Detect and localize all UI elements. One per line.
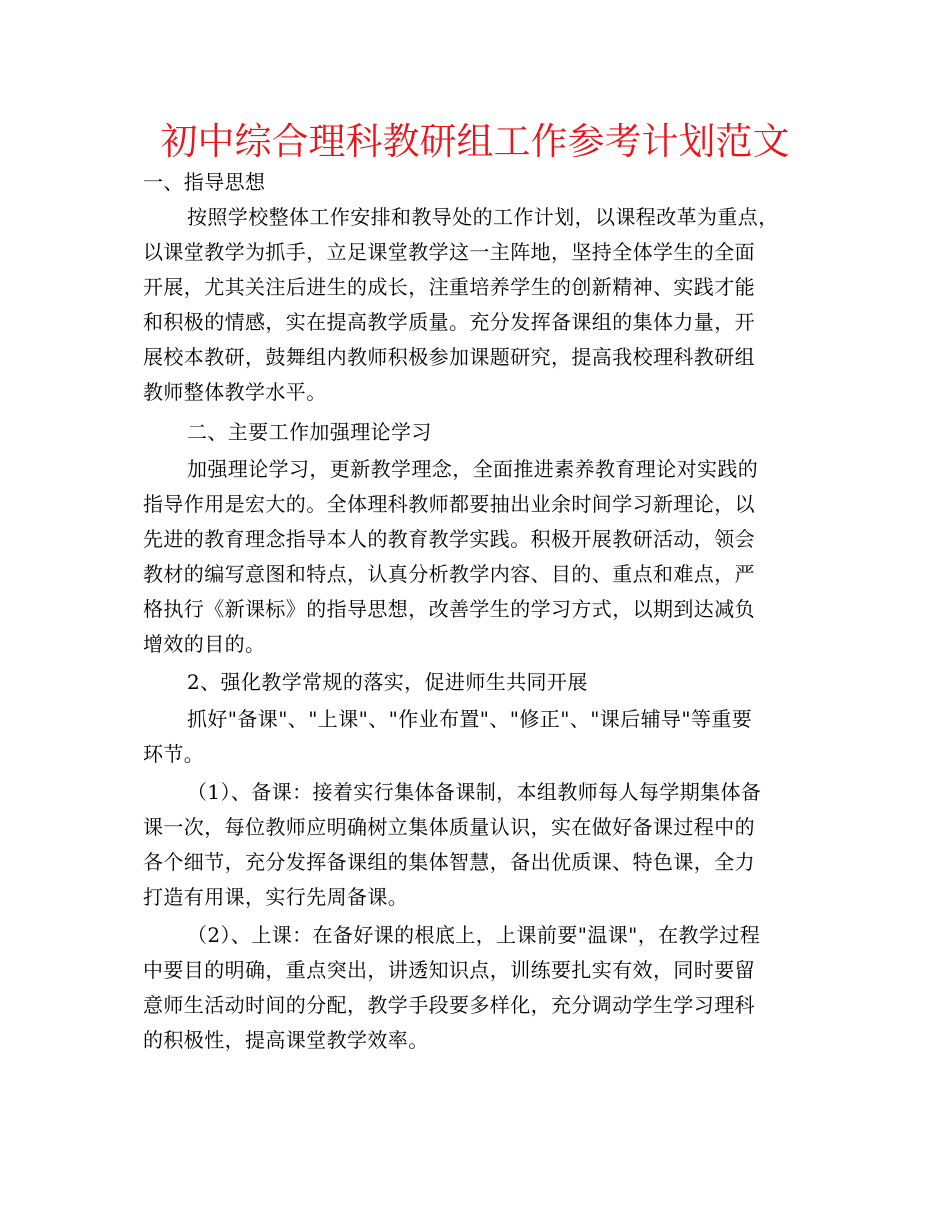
paragraph-line: 先进的教育理念指导本人的教育教学实践。积极开展教研活动，领会 <box>143 527 755 551</box>
paragraph-line: 指导作用是宏大的。全体理科教师都要抽出业余时间学习新理论，以 <box>143 492 755 516</box>
paragraph-line: 中要目的明确，重点突出，讲透知识点，训练要扎实有效，同时要留 <box>143 958 755 982</box>
paragraph-line: （1）、备课：接着实行集体备课制，本组教师每人每学期集体备 <box>187 780 762 804</box>
paragraph-line: 加强理论学习，更新教学理念，全面推进素养教育理论对实践的 <box>187 457 759 481</box>
paragraph-line: 环节。 <box>143 742 205 766</box>
paragraph-line: 增效的目的。 <box>143 632 266 656</box>
paragraph-line: 教师整体教学水平。 <box>143 380 327 404</box>
paragraph-line: 教材的编写意图和特点，认真分析教学内容、目的、重点和难点，严 <box>143 562 755 586</box>
paragraph-line: 开展，尤其关注后进生的成长，注重培养学生的创新精神、实践才能 <box>143 275 755 299</box>
paragraph-line: 的积极性，提高课堂教学效率。 <box>143 1028 429 1052</box>
paragraph-line: 打造有用课，实行先周备课。 <box>143 885 409 909</box>
paragraph-line: 课一次，每位教师应明确树立集体质量认识，实在做好备课过程中的 <box>143 815 755 839</box>
section-heading-guiding-ideology: 一、指导思想 <box>143 170 266 194</box>
paragraph-line: 格执行《新课标》的指导思想，改善学生的学习方式，以期到达减负 <box>143 597 755 621</box>
document-title: 初中综合理科教研组工作参考计划范文 <box>160 120 790 163</box>
paragraph-line: （2）、上课：在备好课的根底上，上课前要"温课"，在教学过程 <box>187 923 761 947</box>
paragraph-line: 和积极的情感，实在提高教学质量。充分发挥备课组的集体力量，开 <box>143 310 755 334</box>
paragraph-line: 按照学校整体工作安排和教导处的工作计划，以课程改革为重点， <box>187 205 779 229</box>
paragraph-line: 意师生活动时间的分配，教学手段要多样化，充分调动学生学习理科 <box>143 993 755 1017</box>
section-heading-teaching-routine: 2、强化教学常规的落实，促进师生共同开展 <box>187 670 588 694</box>
paragraph-line: 展校本教研，鼓舞组内教师积极参加课题研究，提高我校理科教研组 <box>143 345 755 369</box>
section-heading-main-work: 二、主要工作加强理论学习 <box>187 420 432 444</box>
paragraph-line: 抓好"备课"、"上课"、"作业布置"、"修正"、"课后辅导"等重要 <box>187 707 753 731</box>
paragraph-line: 以课堂教学为抓手，立足课堂教学这一主阵地，坚持全体学生的全面 <box>143 240 755 264</box>
paragraph-line: 各个细节，充分发挥备课组的集体智慧，备出优质课、特色课，全力 <box>143 850 755 874</box>
